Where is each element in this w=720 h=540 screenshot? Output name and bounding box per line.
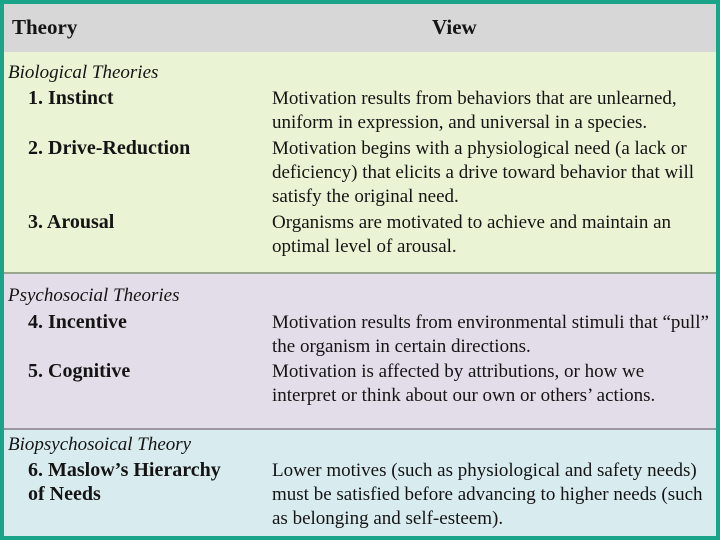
section-biopsychosocial bbox=[4, 430, 716, 540]
section-title-biopsychosocial: Biopsychosoical Theory bbox=[8, 434, 192, 455]
view-maslow: Lower motives (such as physiological and safety needs) must be satisfied before advancing to higher needs (such as belonging and self-esteem). bbox=[272, 460, 703, 529]
theory-drive-reduction: 2. Drive-Reduction bbox=[28, 137, 191, 159]
section-title-psychosocial: Psychosocial Theories bbox=[8, 285, 180, 306]
theory-arousal: 3. Arousal bbox=[28, 211, 115, 233]
table-header bbox=[4, 4, 716, 53]
section-title-biological: Biological Theories bbox=[8, 62, 159, 83]
view-incentive: Motivation results from environmental stimuli that “pull” the organism in certain directions. bbox=[272, 312, 709, 357]
section-biological bbox=[4, 52, 716, 274]
theory-cognitive: 5. Cognitive bbox=[28, 360, 131, 382]
view-arousal: Organisms are motivated to achieve and maintain an optimal level of arousal. bbox=[272, 212, 672, 257]
view-cognitive: Motivation is affected by attributions, or how we interpret or think about our own or others’ actions. bbox=[272, 361, 656, 406]
header-theory: Theory bbox=[12, 15, 78, 39]
header-view: View bbox=[432, 15, 477, 39]
theory-incentive: 4. Incentive bbox=[28, 311, 127, 333]
view-drive-reduction: Motivation begins with a physiological need (a lack or deficiency) that elicits a drive toward behavior that will satisfy the original need. bbox=[272, 138, 695, 207]
theory-instinct: 1. Instinct bbox=[28, 87, 114, 109]
section-psychosocial bbox=[4, 274, 716, 430]
view-instinct: Motivation results from behaviors that are unlearned, uniform in expression, and universal in a species. bbox=[272, 88, 677, 133]
theory-maslow: 6. Maslow’s Hierarchy of Needs bbox=[28, 459, 221, 505]
